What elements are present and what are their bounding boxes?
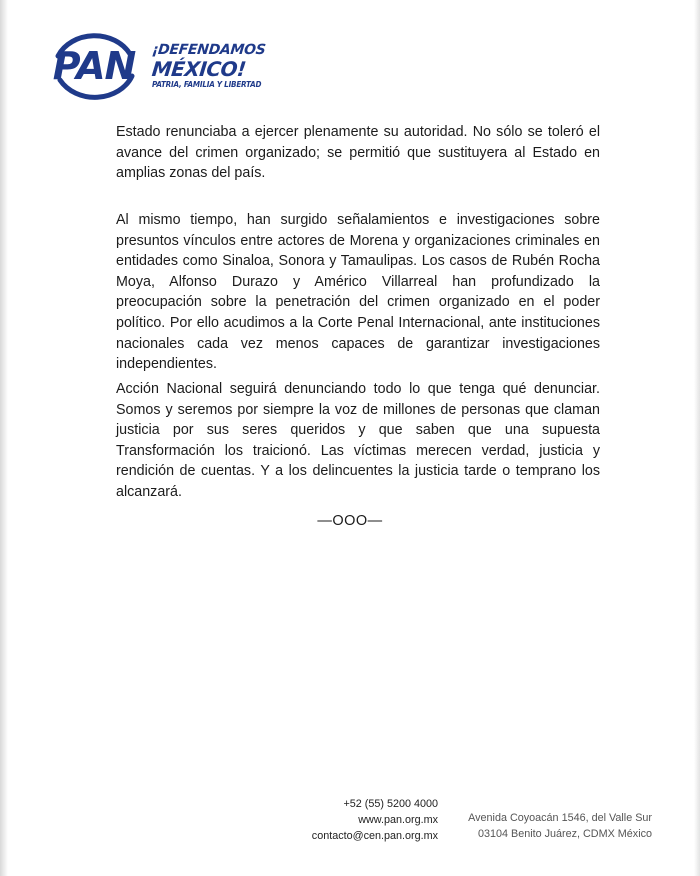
pan-logo <box>46 26 142 106</box>
paragraph-3 <box>116 379 600 503</box>
footer-contact <box>290 796 438 844</box>
slogan-tagline: PATRIA, FAMILIA Y LIBERTAD <box>152 80 262 89</box>
footer-address-line-2: 03104 Benito Juárez, CDMX México <box>477 828 652 840</box>
paragraph-1 <box>116 122 600 184</box>
paragraph-3-text: Acción Nacional seguirá denunciando todo lo que tenga qué denunciar. Somos y seremos por siempre la voz de millones de personas que claman justicia por sus seres queridos y que saben que una supuesta Transformación los traicionó. Las víctimas merecen verdad, justicia y rendición de cuentas. Y a los delincuentes la justicia tarde o temprano los alcanzará. <box>116 381 600 500</box>
footer-website-link[interactable]: www.pan.org.mx <box>358 814 438 826</box>
footer-phone: +52 (55) 5200 4000 <box>343 798 438 810</box>
paragraph-2 <box>116 210 600 375</box>
footer-address-line-1: Avenida Coyoacán 1546, del Valle Sur <box>468 812 652 824</box>
paragraph-1-text: Estado renunciaba a ejercer plenamente su autoridad. No sólo se toleró el avance del crimen organizado; se permitió que sustituyera al Estado en amplias zonas del país. <box>116 124 600 182</box>
slogan-line-1: ¡DEFENDAMOS <box>151 42 267 58</box>
paragraph-2-text: Al mismo tiempo, han surgido señalamientos e investigaciones sobre presuntos vínculos entre actores de Morena y organizaciones criminales en entidades como Sinaloa, Sonora y Tamaulipas. Los casos de Rubén Rocha Moya, Alfonso Durazo y Américo Villarreal han profundizado la preocupación sobre la penetración del crimen organizado en el poder político. Por ello acudimos a la Corte Penal Internacional, ante instituciones nacionales cada vez menos capaces de garantizar investigaciones independientes. <box>116 212 600 373</box>
slogan-line-2: MÉXICO! <box>150 57 247 81</box>
campaign-slogan <box>152 42 302 90</box>
closing-mark: —OOO— <box>317 513 383 529</box>
pan-logo-text: PAN <box>52 44 136 88</box>
footer-address <box>452 810 652 842</box>
letterhead <box>46 26 306 106</box>
footer-email-link[interactable]: contacto@cen.pan.org.mx <box>311 830 438 842</box>
